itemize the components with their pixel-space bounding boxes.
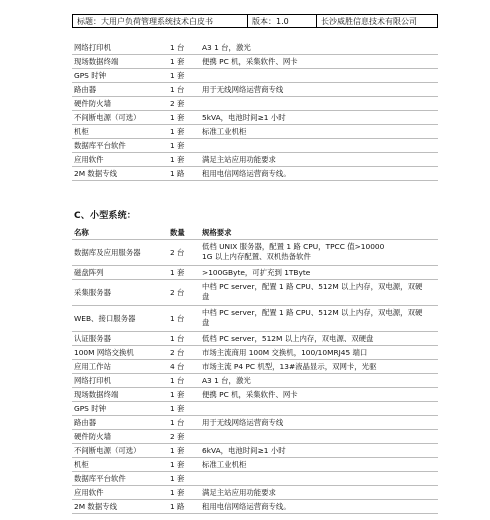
item-name: 采集服务器 [72, 280, 168, 306]
item-quantity: 1 套 [168, 486, 200, 500]
table-row [72, 444, 438, 458]
item-name: 机柜 [72, 458, 168, 472]
item-requirements: 租用电信网络运营商专线。 [200, 500, 438, 514]
document-header [72, 14, 438, 28]
item-quantity: 1 套 [168, 111, 200, 125]
item-requirements [200, 280, 438, 306]
item-requirements [200, 139, 438, 153]
item-name: 网络打印机 [72, 41, 168, 55]
item-name: 2M 数据专线 [72, 500, 168, 514]
table-row [72, 458, 438, 472]
small-system-equipment-table [72, 226, 438, 514]
column-header-name: 名称 [72, 226, 168, 240]
table-row [72, 486, 438, 500]
item-requirements [200, 240, 438, 266]
item-requirements: 便携 PC 机，采集软件、网卡 [200, 55, 438, 69]
table-row [72, 416, 438, 430]
table-row [72, 280, 438, 306]
requirements-line-2: 盘 [202, 318, 210, 327]
table-row [72, 41, 438, 55]
table-row [72, 388, 438, 402]
item-name: 路由器 [72, 416, 168, 430]
item-quantity: 1 套 [168, 153, 200, 167]
item-quantity: 4 台 [168, 360, 200, 374]
requirements-line-2: 1G 以上内存配置、双机热备软件 [202, 252, 311, 261]
item-quantity: 1 路 [168, 167, 200, 181]
item-quantity: 1 台 [168, 41, 200, 55]
item-quantity: 1 套 [168, 458, 200, 472]
table-header-row [72, 226, 438, 240]
item-quantity: 1 套 [168, 472, 200, 486]
item-name: 磁盘阵列 [72, 266, 168, 280]
item-name: 硬件防火墙 [72, 97, 168, 111]
item-requirements: 标准工业机柜 [200, 458, 438, 472]
item-name: 数据库平台软件 [72, 472, 168, 486]
table-row [72, 240, 438, 266]
item-requirements [200, 69, 438, 83]
item-requirements: 租用电信网络运营商专线。 [200, 167, 438, 181]
item-quantity: 2 套 [168, 430, 200, 444]
item-requirements: 满足主站应用功能要求 [200, 153, 438, 167]
table-row [72, 167, 438, 181]
requirements-line-1: 中档 PC server，配置 1 路 CPU、512M 以上内存，双电源，双硬 [202, 282, 423, 291]
item-requirements: A3 1 台，激光 [200, 374, 438, 388]
item-name: 应用工作站 [72, 360, 168, 374]
table-row [72, 374, 438, 388]
table-row [72, 332, 438, 346]
item-requirements: 市场主流 P4 PC 机型，13#液晶显示，双网卡，光驱 [200, 360, 438, 374]
item-requirements: 用于无线网络运营商专线 [200, 83, 438, 97]
company-name: 长沙威胜信息技术有限公司 [321, 17, 417, 26]
item-quantity: 1 套 [168, 55, 200, 69]
item-quantity: 1 套 [168, 266, 200, 280]
item-requirements: 满足主站应用功能要求 [200, 486, 438, 500]
table-row [72, 500, 438, 514]
item-requirements: 5kVA，电池时间≥1 小时 [200, 111, 438, 125]
item-name: 认证服务器 [72, 332, 168, 346]
item-name: 硬件防火墙 [72, 430, 168, 444]
item-requirements: >100GByte，可扩充到 1TByte [200, 266, 438, 280]
table-row [72, 97, 438, 111]
table-row [72, 346, 438, 360]
item-requirements: A3 1 台，激光 [200, 41, 438, 55]
item-quantity: 1 套 [168, 402, 200, 416]
item-quantity: 1 套 [168, 444, 200, 458]
equipment-table-continued [72, 41, 438, 181]
requirements-line-1: 低档 UNIX 服务器，配置 1 路 CPU，TPCC 值>10000 [202, 242, 385, 251]
item-requirements [200, 430, 438, 444]
item-quantity: 1 套 [168, 388, 200, 402]
table-row [72, 125, 438, 139]
item-name: 应用软件 [72, 153, 168, 167]
item-requirements [200, 97, 438, 111]
item-name: 不间断电源（可选） [72, 111, 168, 125]
item-name: 不间断电源（可选） [72, 444, 168, 458]
item-requirements: 低档 PC server，512M 以上内存，双电源、双硬盘 [200, 332, 438, 346]
item-name: 网络打印机 [72, 374, 168, 388]
item-quantity: 2 台 [168, 280, 200, 306]
item-requirements: 用于无线网络运营商专线 [200, 416, 438, 430]
item-quantity: 1 台 [168, 306, 200, 332]
document-version: 版本：1.0 [248, 15, 317, 27]
item-quantity: 1 套 [168, 139, 200, 153]
table-row [72, 153, 438, 167]
table-row [72, 472, 438, 486]
item-name: 2M 数据专线 [72, 167, 168, 181]
item-name: 机柜 [72, 125, 168, 139]
item-requirements: 便携 PC 机，采集软件、网卡 [200, 388, 438, 402]
item-quantity: 1 路 [168, 500, 200, 514]
requirements-line-1: 中档 PC server，配置 1 路 CPU、512M 以上内存，双电源，双硬 [202, 308, 423, 317]
item-requirements: 标准工业机柜 [200, 125, 438, 139]
item-name: 100M 网络交换机 [72, 346, 168, 360]
item-name: 应用软件 [72, 486, 168, 500]
item-name: WEB、接口服务器 [72, 306, 168, 332]
item-name: 现场数据终端 [72, 55, 168, 69]
table-row [72, 69, 438, 83]
item-quantity: 1 台 [168, 332, 200, 346]
item-requirements: 6kVA，电池时间≥1 小时 [200, 444, 438, 458]
item-quantity: 1 台 [168, 416, 200, 430]
table-row [72, 55, 438, 69]
item-quantity: 2 台 [168, 346, 200, 360]
table-row [72, 139, 438, 153]
item-quantity: 1 台 [168, 374, 200, 388]
column-header-qty: 数量 [168, 226, 200, 240]
column-header-requirements: 规格要求 [200, 226, 438, 240]
table-row [72, 266, 438, 280]
item-quantity: 1 套 [168, 125, 200, 139]
document-title: 标题：大用户负荷管理系统技术白皮书 [73, 15, 248, 27]
item-name: 数据库及应用服务器 [72, 240, 168, 266]
item-name: 数据库平台软件 [72, 139, 168, 153]
requirements-line-2: 盘 [202, 292, 210, 301]
item-requirements [200, 306, 438, 332]
section-title-small-system: C、小型系统： [74, 211, 137, 221]
table-row [72, 402, 438, 416]
table-row [72, 83, 438, 97]
item-name: GPS 时钟 [72, 69, 168, 83]
item-name: 现场数据终端 [72, 388, 168, 402]
item-name: 路由器 [72, 83, 168, 97]
item-requirements: 市场主流商用 100M 交换机，100/10MRJ45 端口 [200, 346, 438, 360]
item-requirements [200, 402, 438, 416]
table-row [72, 306, 438, 332]
item-quantity: 2 套 [168, 97, 200, 111]
table-row [72, 360, 438, 374]
table-row [72, 111, 438, 125]
table-row [72, 430, 438, 444]
item-name: GPS 时钟 [72, 402, 168, 416]
item-quantity: 1 套 [168, 69, 200, 83]
item-quantity: 1 台 [168, 83, 200, 97]
item-quantity: 2 台 [168, 240, 200, 266]
item-requirements [200, 472, 438, 486]
